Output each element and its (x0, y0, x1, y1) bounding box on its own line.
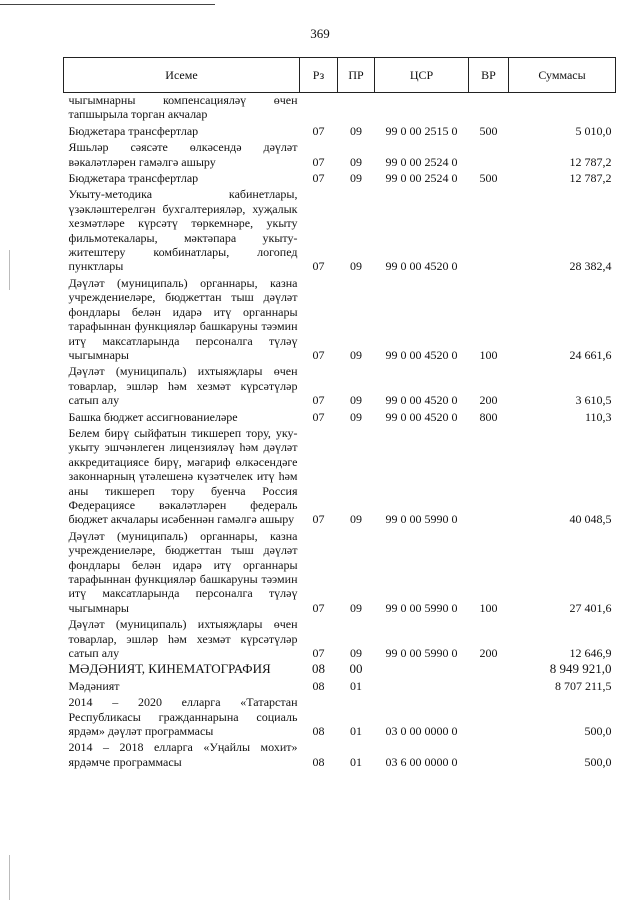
cell-sum: 28 382,4 (569, 259, 612, 274)
cell-pr: 09 (350, 123, 362, 138)
cell-csr (375, 679, 469, 695)
cell-sum: 24 661,6 (569, 347, 612, 362)
header-sum: Суммасы (509, 58, 616, 93)
cell-vr (469, 140, 509, 171)
cell-vr: 800 (479, 409, 498, 424)
cell-pr: 09 (350, 646, 362, 661)
cell-vr (469, 93, 509, 124)
table-row (64, 679, 616, 695)
cell-vr: 200 (479, 393, 498, 408)
cell-pr: 09 (350, 259, 362, 274)
cell-rz: 07 (312, 259, 325, 274)
table-body (64, 93, 616, 772)
top-rule (0, 4, 215, 5)
cell-name: Укыту-методика кабинетлары, үзәкләштерелгән бухгалтерияләр, хуҗалык хезмәтләре күрсәтү төркемнәре, укыту фильмотекалары, мәктәпара укыту-житештеру комбинатлары, логопед пунктлары (68, 187, 298, 274)
cell-csr (375, 93, 469, 124)
cell-vr: 500 (479, 123, 498, 138)
table-row (64, 426, 616, 529)
cell-rz: 07 (312, 347, 325, 362)
cell-name: Дәүләт (муниципаль) органнары, казна учреждениеләре, бюджеттан тыш дәүләт фондлары белән идарә итү органнары тарафыннан функцияләр башкаруны тәэмин итү максатларында персоналга түләү чыгымнары (68, 528, 298, 615)
cell-name: чыгымнарны компенсацияләү өчен тапшырыла торган акчалар (68, 93, 298, 122)
cell-sum: 8 707 211,5 (554, 678, 612, 693)
cell-rz: 08 (312, 724, 325, 739)
cell-rz: 07 (312, 512, 325, 527)
cell-rz (300, 93, 338, 124)
cell-pr: 09 (350, 347, 362, 362)
table-row (64, 124, 616, 140)
cell-vr: 100 (479, 600, 498, 615)
cell-csr: 99 0 00 5990 0 (385, 600, 458, 615)
cell-pr: 09 (350, 512, 362, 527)
table-row (64, 529, 616, 617)
cell-rz: 07 (312, 393, 325, 408)
cell-pr: 09 (350, 171, 362, 186)
cell-csr: 99 0 00 5990 0 (385, 512, 458, 527)
cell-name: Яшьләр сәясәте өлкәсендә дәүләт вәкаләтләрен гамәлгә ашыру (68, 140, 298, 169)
scan-artifact (9, 855, 10, 900)
cell-csr: 03 0 00 0000 0 (385, 724, 458, 739)
cell-vr (469, 695, 509, 740)
table-row (64, 276, 616, 364)
table-row (64, 140, 616, 171)
cell-sum: 500,0 (584, 724, 612, 739)
cell-name: Мәдәният (68, 678, 120, 693)
cell-pr: 01 (350, 724, 362, 739)
header-rz: Рз (300, 58, 338, 93)
cell-name: 2014 – 2018 елларга «Уңайлы мохит» ярдәмче программасы (68, 740, 298, 769)
cell-rz: 08 (312, 754, 325, 769)
cell-name: Дәүләт (муниципаль) ихтыяҗлары өчен товарлар, эшләр һәм хезмәт күрсәтүләр сатып алу (68, 364, 298, 408)
header-vr: ВР (469, 58, 509, 93)
page-number: 369 (310, 26, 330, 41)
cell-pr: 09 (350, 393, 362, 408)
cell-vr: 500 (479, 171, 498, 186)
cell-vr (469, 740, 509, 771)
cell-csr: 99 0 00 4520 0 (385, 259, 458, 274)
cell-rz: 08 (312, 661, 325, 677)
cell-rz: 07 (312, 171, 325, 186)
cell-sum: 12 787,2 (569, 154, 612, 169)
cell-sum: 12 787,2 (569, 171, 612, 186)
cell-rz: 07 (312, 409, 325, 424)
cell-csr: 99 0 00 2524 0 (385, 171, 458, 186)
cell-pr: 01 (350, 678, 362, 693)
cell-name: Дәүләт (муниципаль) органнары, казна учреждениеләре, бюджеттан тыш дәүләт фондлары белән идарә итү органнары тарафыннан функцияләр башкаруны тәэмин итү максатларында персоналга түләү чыгымнары (68, 275, 298, 362)
table-row (64, 410, 616, 426)
cell-pr: 09 (350, 409, 362, 424)
table-header-row (64, 58, 616, 93)
scan-artifact (9, 250, 10, 290)
cell-sum: 27 401,6 (569, 600, 612, 615)
cell-vr (469, 662, 509, 678)
table-row (64, 364, 616, 409)
cell-name: Белем бирү сыйфатын тикшереп тору, уку-укыту эшчәнлеген лицензияләү һәм дәүләт аккредитациясе бирү, мәгариф өлкәсендәге законнарның үтәлешенә күзәтчелек итү һәм аны тикшереп тору буенча Россия Федерациясе вәкаләтләрен федераль бюджет акчалары исәбеннән гамәлгә ашыру (68, 425, 298, 527)
cell-csr: 99 0 00 4520 0 (385, 347, 458, 362)
cell-sum: 500,0 (584, 754, 612, 769)
table-row (64, 93, 616, 124)
table-row (64, 662, 616, 678)
cell-sum: 5 010,0 (575, 123, 612, 138)
cell-vr (469, 679, 509, 695)
cell-csr (375, 662, 469, 678)
header-pr: ПР (338, 58, 375, 93)
cell-csr: 99 0 00 5990 0 (385, 646, 458, 661)
cell-vr (469, 426, 509, 529)
header-csr: ЦСР (375, 58, 469, 93)
cell-sum: 12 646,9 (569, 646, 612, 661)
cell-rz: 07 (312, 154, 325, 169)
cell-sum (509, 93, 616, 124)
cell-name: Дәүләт (муниципаль) ихтыяҗлары өчен товарлар, эшләр һәм хезмәт күрсәтүләр сатып алу (68, 617, 298, 661)
cell-pr: 09 (350, 600, 362, 615)
cell-sum: 8 949 921,0 (549, 661, 612, 677)
cell-vr: 100 (479, 347, 498, 362)
cell-csr: 99 0 00 2515 0 (385, 123, 458, 138)
cell-name: МӘДӘНИЯТ, КИНЕМАТОГРАФИЯ (68, 661, 271, 677)
cell-csr: 99 0 00 4520 0 (385, 393, 458, 408)
cell-name: Бюджетара трансфертлар (68, 123, 199, 138)
table-row (64, 171, 616, 187)
header-name: Исеме (64, 58, 300, 93)
cell-sum: 110,3 (584, 409, 612, 424)
cell-csr: 03 6 00 0000 0 (385, 754, 458, 769)
cell-name: 2014 – 2020 елларга «Татарстан Республикасы гражданнарына социаль ярдәм» дәүләт программасы (68, 695, 298, 739)
cell-name: Бюджетара трансфертлар (68, 171, 199, 186)
cell-name: Башка бюджет ассигнованиеләре (68, 409, 238, 424)
cell-csr: 99 0 00 2524 0 (385, 154, 458, 169)
cell-csr: 99 0 00 4520 0 (385, 409, 458, 424)
cell-sum: 40 048,5 (569, 512, 612, 527)
budget-table (63, 57, 616, 771)
cell-pr (338, 93, 375, 124)
table-row (64, 617, 616, 662)
table-row (64, 695, 616, 740)
cell-pr: 01 (350, 754, 362, 769)
table-row (64, 187, 616, 275)
cell-vr (469, 187, 509, 275)
cell-rz: 08 (312, 678, 325, 693)
cell-rz: 07 (312, 646, 325, 661)
cell-rz: 07 (312, 600, 325, 615)
cell-sum: 3 610,5 (575, 393, 612, 408)
cell-pr: 09 (350, 154, 362, 169)
cell-rz: 07 (312, 123, 325, 138)
table-row (64, 740, 616, 771)
cell-vr: 200 (479, 646, 498, 661)
cell-pr: 00 (349, 661, 363, 677)
